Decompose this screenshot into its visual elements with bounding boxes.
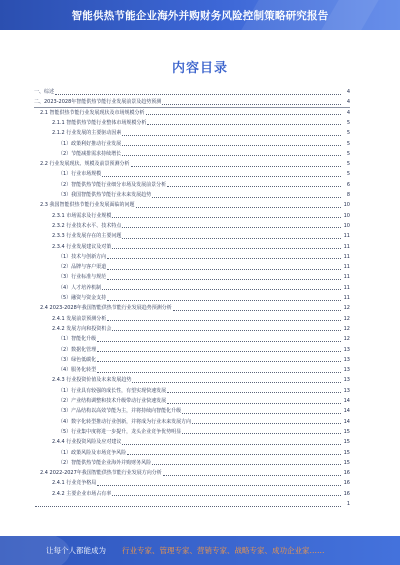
header-banner (0, 0, 400, 30)
toc-entry-page: 12 (343, 305, 350, 312)
toc-entry-title: （5）融资与资金支持 (58, 295, 107, 301)
toc-entry-page: 11 (343, 253, 350, 260)
toc-entry-title: 2.3 我国智能供热节能行业发展面临的问题 (40, 202, 135, 209)
toc-dot-leader (152, 193, 341, 198)
toc-entry-page: 13 (343, 387, 350, 394)
toc-entry[interactable] (52, 479, 350, 487)
toc-dot-leader (163, 471, 341, 476)
toc-entry-title: 2.4 2023-2028年我国智能供热节能行业发展趋势预测分析 (40, 305, 172, 312)
toc-dot-leader (97, 337, 341, 342)
toc-entry-page: 5 (346, 119, 350, 126)
toc-dot-leader (112, 244, 341, 249)
toc-entry-page: 16 (343, 470, 350, 477)
table-of-contents (34, 88, 350, 538)
toc-entry[interactable] (40, 201, 350, 209)
toc-entry-title: （2）品牌与客户渠道 (58, 264, 107, 271)
toc-entry[interactable] (52, 222, 350, 230)
toc-entry-page: 5 (346, 161, 350, 168)
toc-entry-title: 2.4.1 行业竞争格局 (52, 480, 97, 487)
toc-entry-page: 11 (343, 243, 350, 250)
toc-entry-page: 13 (343, 367, 350, 374)
toc-entry[interactable] (58, 273, 350, 281)
toc-entry-page: 12 (343, 336, 350, 343)
toc-entry-page: 12 (343, 315, 350, 322)
toc-dot-leader (102, 285, 341, 290)
toc-entry-title: （3）绿色低碳化 (58, 356, 97, 363)
toc-entry[interactable] (58, 346, 350, 354)
toc-entry-page: 16 (343, 480, 350, 487)
toc-dot-leader (167, 182, 341, 187)
toc-dot-leader (122, 440, 341, 445)
toc-entry-title: （4）人才培养机制 (58, 284, 102, 291)
toc-entry-title: 一、综述 (34, 89, 55, 95)
toc-dot-leader (107, 316, 341, 321)
toc-entry-page: 14 (343, 408, 350, 415)
toc-entry-title: （1）智能化升级 (58, 336, 97, 343)
toc-entry-title: （1）技术与创新方向 (58, 253, 107, 260)
toc-dot-leader (122, 141, 341, 146)
toc-dot-leader (97, 368, 341, 373)
toc-dot-leader (112, 213, 341, 218)
toc-dot-leader (102, 172, 341, 177)
toc-entry-page: 16 (343, 490, 350, 497)
toc-entry-page: 4 (346, 89, 350, 95)
toc-entry-title: 2.3.4 行业发展建议及对策 (52, 243, 112, 250)
toc-dot-leader (182, 429, 341, 434)
toc-dot-leader (35, 502, 341, 507)
toc-dot-leader (162, 100, 341, 105)
toc-entry-page: 13 (343, 377, 350, 384)
toc-dot-leader (136, 203, 341, 208)
toc-entry[interactable] (58, 191, 350, 199)
toc-entry[interactable] (40, 109, 350, 117)
toc-entry-page: 13 (343, 356, 350, 363)
toc-entry-page: 15 (343, 428, 350, 435)
toc-dot-leader (97, 357, 341, 362)
toc-entry[interactable] (52, 438, 350, 446)
toc-entry[interactable] (40, 160, 350, 168)
toc-entry[interactable] (58, 397, 350, 405)
toc-entry-title: 二、2023-2028年智能供热节能行业发展前景及趋势预测 (34, 99, 162, 106)
toc-entry-title: （2）数据化管理 (58, 346, 97, 353)
toc-entry[interactable] (58, 170, 350, 178)
toc-entry-page: 15 (343, 459, 350, 466)
toc-dot-leader (182, 409, 341, 414)
toc-entry-title: （3）我国智能供热节能行业未来发展趋势 (58, 192, 152, 198)
toc-entry-title: （3）行业标准与规范 (58, 274, 107, 281)
toc-entry[interactable] (58, 449, 350, 457)
toc-entry[interactable] (52, 376, 350, 384)
toc-dot-leader (122, 234, 341, 239)
toc-entry-page: 8 (346, 192, 350, 198)
toc-entry-title: 2.1 智能供热节能行业发展现状及市场规模分析 (40, 109, 145, 116)
toc-entry-title: 2.3.2 行业技术水平、技术特点 (52, 222, 122, 229)
toc-entry-title: （2）节能减排需求持续增长 (58, 150, 122, 157)
toc-entry[interactable] (58, 428, 350, 436)
toc-entry-title: （2）智能供热节能行业细分市场及发展前景分析 (58, 181, 167, 188)
toc-dot-leader (192, 419, 341, 424)
toc-entry-title: 2.4.4 行业投资风险及应对建议 (52, 439, 122, 446)
toc-entry-page: 15 (343, 439, 350, 446)
toc-entry[interactable] (52, 315, 350, 323)
toc-entry-page: 11 (343, 295, 350, 301)
toc-entry[interactable] (58, 253, 350, 261)
toc-entry-page: 13 (343, 346, 350, 353)
toc-entry[interactable] (52, 490, 350, 498)
toc-dot-leader (112, 491, 341, 496)
report-title: 智能供热节能企业海外并购财务风险控制策略研究报告 (71, 10, 329, 22)
toc-dot-leader (127, 450, 341, 455)
toc-entry[interactable] (58, 407, 350, 415)
toc-entry-page: 5 (346, 130, 350, 137)
footer-tags: 行业专家、管理专家、营销专家、战略专家、成功企业家…… (122, 546, 325, 555)
toc-entry[interactable] (58, 284, 350, 292)
toc-entry-title: （1）行业市场规模 (58, 171, 102, 178)
toc-dot-leader (122, 151, 341, 156)
toc-entry[interactable] (58, 150, 350, 158)
toc-entry-page: 14 (343, 418, 350, 425)
toc-entry[interactable] (58, 335, 350, 343)
toc-entry[interactable] (58, 459, 350, 467)
toc-entry[interactable] (52, 243, 350, 251)
toc-heading: 内容目录 (171, 61, 228, 76)
toc-entry-page: 4 (346, 109, 350, 116)
toc-entry-title: 2.4.2 主要企业市场占有率 (52, 490, 112, 497)
toc-dot-leader (107, 296, 341, 301)
toc-entry[interactable] (52, 129, 350, 137)
toc-entry-page: 10 (343, 222, 350, 229)
toc-entry-title: （2）智能供热节能企业海外并购财务风险 (58, 459, 152, 466)
toc-entry[interactable] (34, 98, 350, 106)
toc-entry-page: 11 (343, 264, 350, 271)
toc-entry-title: 2.3.1 市场需求及行业规模 (52, 212, 112, 219)
toc-entry-title: （4）数字化转型推动行业创新，并将成为行业未来发展方向 (58, 418, 192, 425)
toc-entry-page: 5 (346, 171, 350, 178)
toc-entry[interactable] (58, 294, 350, 302)
toc-entry-title: 2.1.1 智能供热节能行业整体市场规模分析 (52, 119, 147, 126)
toc-entry[interactable] (58, 366, 350, 374)
toc-entry-title: 2.4.2 发展方向和投资机会 (52, 325, 112, 332)
toc-entry-page: 10 (343, 212, 350, 219)
toc-dot-leader (97, 347, 341, 352)
toc-dot-leader (131, 162, 341, 167)
toc-entry-title: （3）产品结构以高效节能为主，并将持续向智能化升级 (58, 408, 182, 415)
toc-entry-page: 5 (346, 140, 350, 147)
footer-slogan: 让每个人都能成为 (46, 546, 106, 555)
toc-dot-leader (107, 275, 341, 280)
toc-entry[interactable] (58, 356, 350, 364)
toc-entry[interactable] (40, 304, 350, 312)
toc-entry-title: 2.1.2 行业发展的主要驱动因素 (52, 130, 122, 137)
toc-entry[interactable] (34, 88, 350, 96)
toc-entry[interactable] (52, 212, 350, 220)
toc-dot-leader (167, 399, 341, 404)
toc-entry-title: （1）行业具有较强的成长性，有望实现快速发展 (58, 387, 167, 394)
toc-entry[interactable] (52, 232, 350, 240)
footer-banner (0, 536, 400, 565)
toc-dot-leader (122, 131, 341, 136)
toc-dot-leader (112, 326, 341, 331)
toc-entry[interactable] (52, 119, 350, 127)
toc-entry-title: 2.2 行业发展现状、规模及前景预测分析 (40, 161, 130, 168)
toc-entry-page: 6 (346, 181, 350, 188)
toc-entry-title: 2.4.3 行业投资价值及未来发展趋势 (52, 377, 132, 384)
toc-entry-title: （4）服务化转型 (58, 367, 97, 374)
toc-entry-title: 2.4.1 发展前景预测分析 (52, 315, 107, 322)
toc-entry[interactable] (52, 325, 350, 333)
toc-entry[interactable] (40, 469, 350, 477)
toc-entry-title: 2.4 2022-2027年我国智能供热节能行业发展方向分析 (40, 470, 162, 477)
toc-entry-page: 11 (343, 274, 350, 281)
toc-dot-leader (107, 265, 341, 270)
toc-entry-page: 12 (343, 325, 350, 332)
toc-dot-leader (132, 378, 341, 383)
toc-entry-page: 4 (346, 99, 350, 106)
toc-entry[interactable] (58, 263, 350, 271)
toc-dot-leader (173, 306, 341, 311)
toc-entry-page: 15 (343, 449, 350, 456)
toc-dot-leader (122, 223, 341, 228)
toc-entry[interactable] (34, 500, 350, 508)
toc-entry-page: 10 (343, 202, 350, 209)
toc-entry[interactable] (58, 418, 350, 426)
toc-entry-page: 1 (346, 501, 350, 507)
toc-entry-page: 11 (343, 233, 350, 240)
toc-entry[interactable] (58, 181, 350, 189)
toc-dot-leader (152, 460, 341, 465)
toc-entry[interactable] (58, 140, 350, 148)
toc-dot-leader (107, 254, 341, 259)
toc-entry[interactable] (58, 387, 350, 395)
toc-entry-page: 11 (343, 284, 350, 291)
toc-dot-leader (147, 120, 341, 125)
toc-entry-title: （1）政策风险及市场竞争风险 (58, 449, 127, 456)
toc-dot-leader (146, 110, 341, 115)
toc-entry-title: （1）政策利好推动行业发展 (58, 140, 122, 147)
toc-dot-leader (167, 388, 341, 393)
toc-entry-page: 5 (346, 150, 350, 157)
toc-entry-title: 2.3.3 行业发展存在的主要问题 (52, 233, 122, 240)
toc-dot-leader (97, 481, 341, 486)
toc-entry-page: 14 (343, 398, 350, 404)
toc-dot-leader (55, 90, 341, 95)
toc-entry-title: （5）行业集中度将进一步提升，龙头企业竞争优势明显 (58, 428, 182, 435)
toc-entry-title: （2）产业结构调整和技术升级带动行业快速发展 (58, 398, 167, 404)
